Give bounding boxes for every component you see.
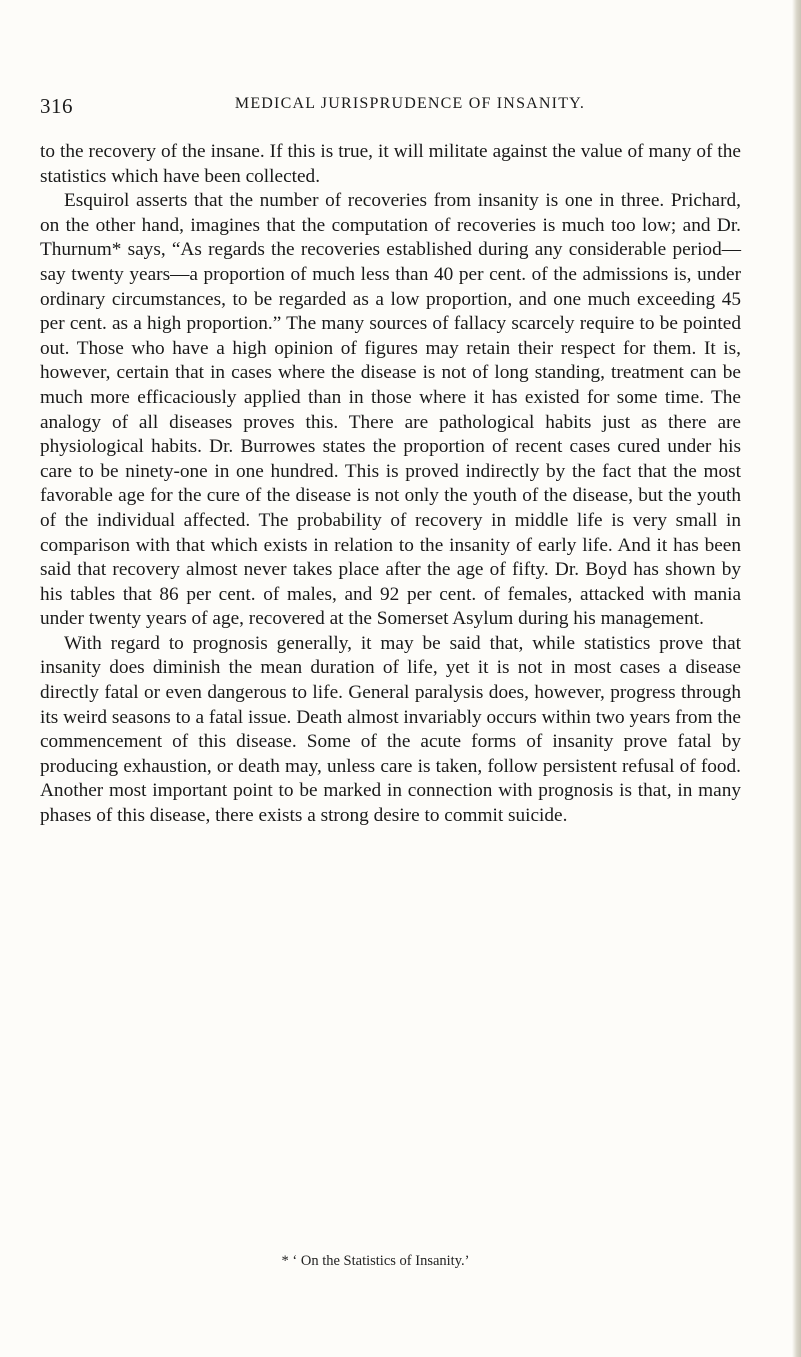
paragraph-recoveries: Esquirol asserts that the number of recoveries from insanity is one in three. Prichard, on the other hand, imagines that the computation of recoveries is much too low; and Dr. Thurnum* says, “As regards the recoveries established during any considerable period—say twenty years—a proportion of much less than 40 per cent. of the admissions is, under ordinary circumstances, to be regarded as a low proportion, and one much exceeding 45 per cent. as a high proportion.” The many sources of fallacy scarcely require to be pointed out. Those who have a high opinion of figures may retain their respect for them. It is, however, certain that in cases where the disease is not of long standing, treatment can be much more efficaciously applied than in those where it has existed for some time. The analogy of all diseases proves this. There are pathological habits just as there are physiological habits. Dr. Burrowes states the proportion of recent cases cured under his care to be ninety-one in one hundred. This is proved indirectly by the fact that the most favorable age for the cure of the disease is not only the youth of the disease, but the youth of the individual affected. The probability of recovery in middle life is very small in comparison with that which exists in relation to the insanity of early life. And it has been said that recovery almost never takes place after the age of fifty. Dr. Boyd has shown by his tables that 86 per cent. of males, and 92 per cent. of females, attacked with mania under twenty years of age, recovered at the Somerset Asylum during his management. [40, 190, 741, 630]
paragraph-prognosis: With regard to prognosis generally, it may be said that, while statistics prove that insanity does diminish the mean duration of life, yet it is not in most cases a disease directly fatal or even dangerous to life. General paralysis does, however, progress through its weird seasons to a fatal issue. Death almost invariably occurs within two years from the commencement of this disease. Some of the acute forms of insanity prove fatal by producing exhaustion, or death may, unless care is taken, follow persistent refusal of food. Another most important point to be marked in connection with prognosis is that, in many phases of this disease, there exists a strong desire to commit suicide. [40, 632, 741, 827]
page-header [40, 94, 740, 124]
page-edge-shadow [792, 0, 801, 1357]
body-text [40, 140, 741, 829]
running-title: MEDICAL JURISPRUDENCE OF INSANITY. [234, 95, 586, 112]
page-number: 316 [40, 94, 73, 118]
footnote: * ‘ On the Statistics of Insanity.’ [281, 1253, 470, 1269]
paragraph-continuation: to the recovery of the insane. If this is true, it will militate against the value of many of the statistics which have been collected. [40, 141, 741, 187]
